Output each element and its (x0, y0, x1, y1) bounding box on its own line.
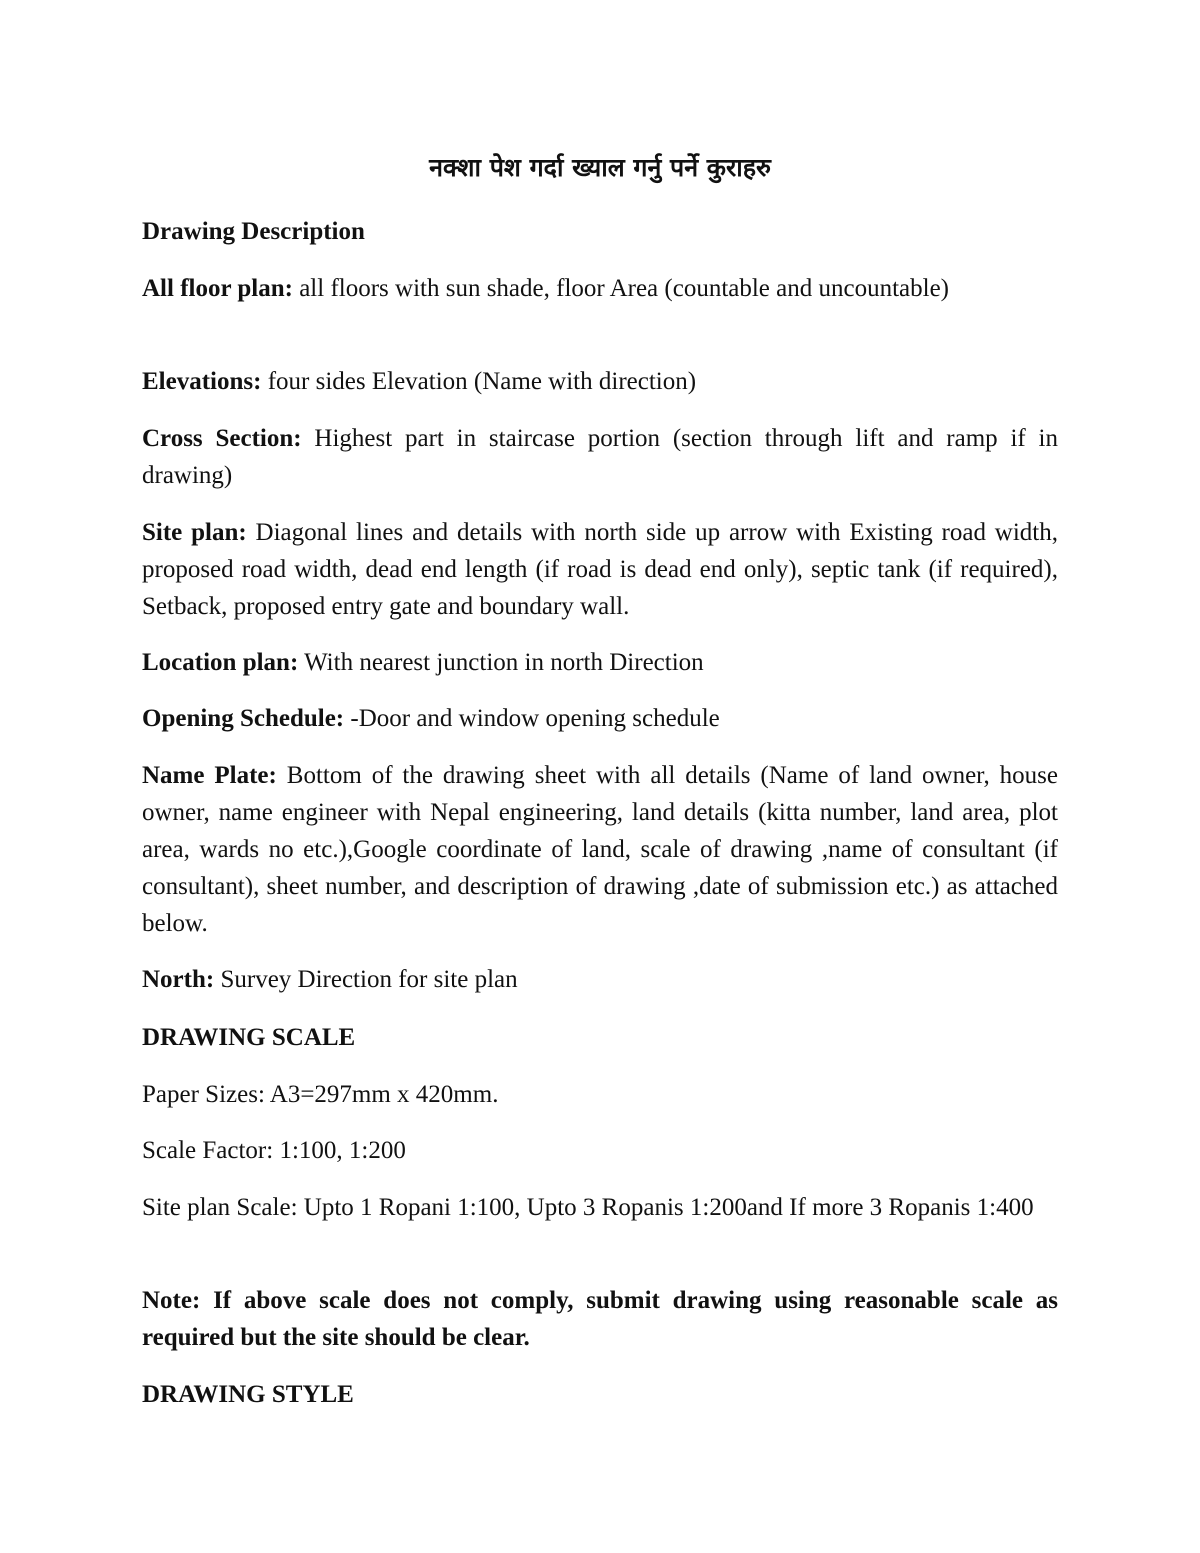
item-all-floor-plan (142, 270, 1058, 307)
paper-sizes: Paper Sizes: A3=297mm x 420mm. (142, 1081, 499, 1108)
item-site-plan (142, 514, 1058, 625)
item-text: Bottom of the drawing sheet with all details (Name of land owner, house owner, name engineer with Nepal engineering, land details (kitta number, land area, plot area, wards no etc.),Google coordinate of land, scale of drawing ,name of consultant (if consultant), sheet number, and description of drawing ,date of submission etc.) as attached below. (142, 762, 1058, 937)
scale-note: Note: If above scale does not comply, submit drawing using reasonable scale as required but the site should be clear. (142, 1287, 1058, 1351)
document-title: नक्शा पेश गर्दा ख्याल गर्नु पर्ने कुराहरु (429, 153, 771, 182)
item-text: With nearest junction in north Direction (298, 649, 704, 676)
item-text: all floors with sun shade, floor Area (countable and uncountable) (292, 275, 950, 302)
item-name-plate (142, 757, 1058, 942)
item-location-plan (142, 644, 1058, 681)
item-label: All floor plan: (142, 275, 293, 302)
item-label: North: (142, 966, 215, 993)
item-cross-section (142, 420, 1058, 494)
scale-factor: Scale Factor: 1:100, 1:200 (142, 1137, 406, 1164)
item-north (142, 961, 1058, 998)
item-label: Name Plate: (142, 762, 277, 789)
item-text: Diagonal lines and details with north side up arrow with Existing road width, proposed road width, dead end length (if road is dead end only), septic tank (if required), Setback, proposed entry gate and boundary wall. (142, 519, 1058, 620)
item-label: Location plan: (142, 649, 299, 676)
item-label: Cross Section: (142, 425, 302, 452)
item-label: Opening Schedule: (142, 705, 345, 732)
site-plan-scale: Site plan Scale: Upto 1 Ropani 1:100, Upto 3 Ropanis 1:200and If more 3 Ropanis 1:400 (142, 1194, 1034, 1221)
item-text: four sides Elevation (Name with direction) (261, 368, 697, 395)
item-elevations (142, 363, 1058, 400)
item-text: -Door and window opening schedule (344, 705, 720, 732)
drawing-scale-heading: DRAWING SCALE (142, 1024, 356, 1051)
item-text: Highest part in staircase portion (section through lift and ramp if in drawing) (142, 425, 1058, 489)
item-label: Elevations: (142, 368, 262, 395)
item-label: Site plan: (142, 519, 247, 546)
drawing-description-heading: Drawing Description (142, 218, 365, 245)
drawing-style-heading: DRAWING STYLE (142, 1381, 354, 1408)
item-opening-schedule (142, 700, 1058, 737)
item-text: Survey Direction for site plan (214, 966, 518, 993)
